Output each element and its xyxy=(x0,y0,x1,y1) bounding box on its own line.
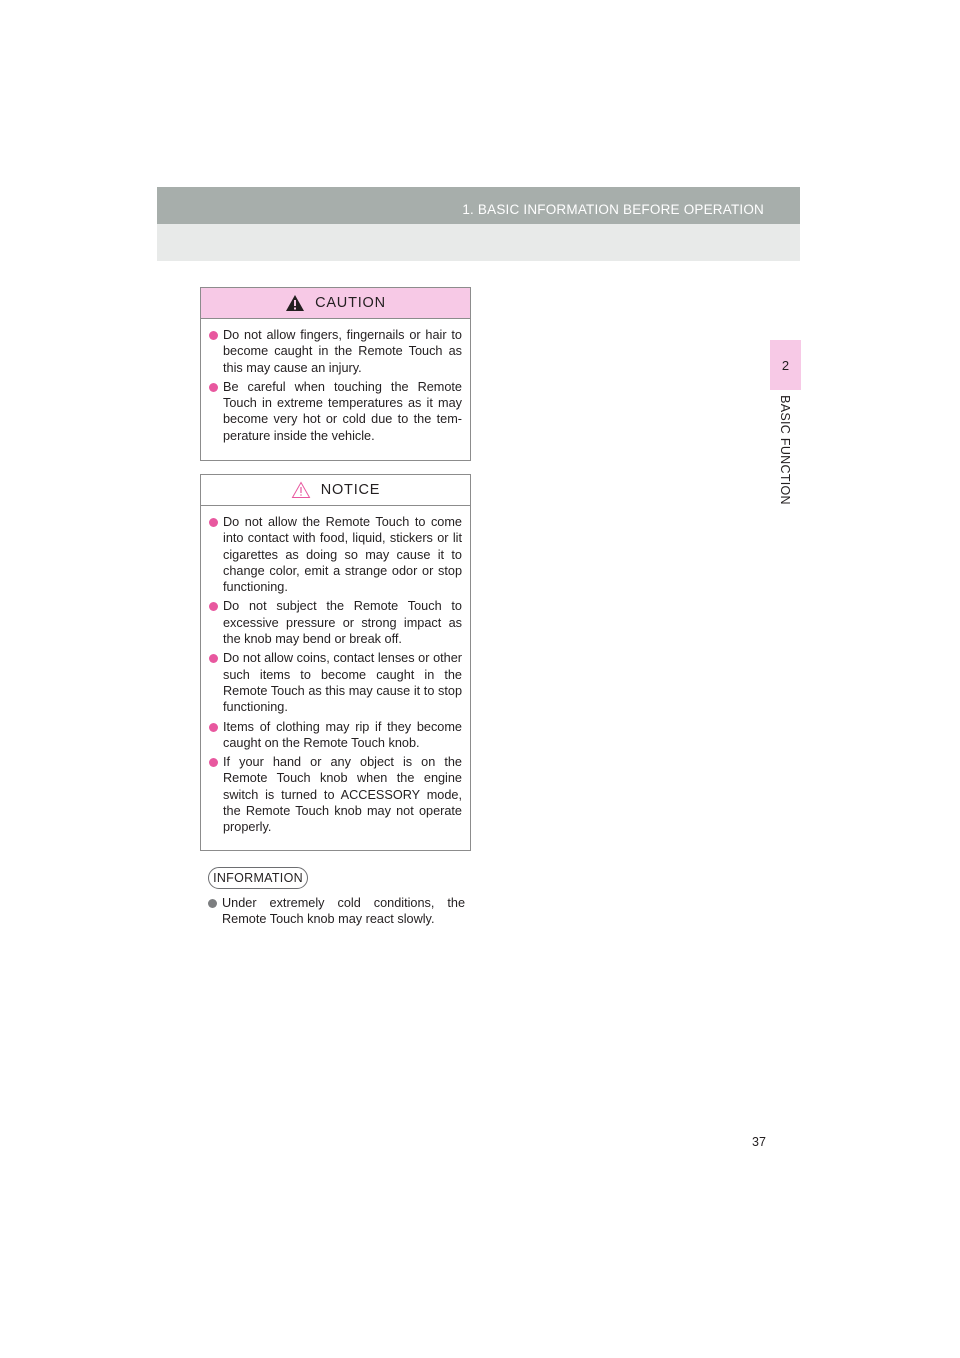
notice-item: Do not allow coins, contact lenses or other such items to become caught in the Remote Touch as this may cause it to stop functioning. xyxy=(209,650,462,715)
information-badge: INFORMATION xyxy=(208,867,308,889)
notice-box xyxy=(200,474,471,851)
bullet-icon xyxy=(209,758,218,767)
bullet-icon xyxy=(209,383,218,392)
notice-item: Do not allow the Remote Touch to come into contact with food, liquid, stickers or lit cigarettes as doing so may cause it to change color, emit a strange odor or stop functioning. xyxy=(209,514,462,595)
section-title: 1. BASIC INFORMATION BEFORE OPERATION xyxy=(462,202,764,217)
bullet-icon xyxy=(209,518,218,527)
bullet-icon xyxy=(209,331,218,340)
information-list xyxy=(208,895,465,931)
notice-header xyxy=(201,475,470,506)
warning-outline-icon xyxy=(291,481,311,499)
caution-box xyxy=(200,287,471,461)
warning-filled-icon xyxy=(285,294,305,312)
notice-item: If your hand or any object is on the Remote Touch knob when the engine switch is turned to ACCESSORY mode, the Remote Touch knob may not operate properly. xyxy=(209,754,462,835)
bullet-icon xyxy=(208,899,217,908)
header-band xyxy=(157,187,800,224)
caution-header xyxy=(201,288,470,319)
bullet-icon xyxy=(209,602,218,611)
chapter-tab-label: BASIC FUNCTION xyxy=(778,395,792,505)
header-subband xyxy=(157,224,800,261)
notice-title: NOTICE xyxy=(320,482,381,498)
caution-item: Do not allow fingers, fingernails or hair to become caught in the Remote Touch as this may cause an injury. xyxy=(209,327,462,376)
page-number: 37 xyxy=(752,1135,766,1149)
bullet-icon xyxy=(209,723,218,732)
chapter-tab[interactable]: 2 xyxy=(770,340,801,390)
information-item: Under extremely cold conditions, the Remote Touch knob may react slowly. xyxy=(208,895,465,928)
notice-item: Items of clothing may rip if they become caught on the Remote Touch knob. xyxy=(209,719,462,752)
notice-item: Do not subject the Remote Touch to excessive pressure or strong impact as the knob may bend or break off. xyxy=(209,598,462,647)
caution-title: CAUTION xyxy=(315,295,386,311)
bullet-icon xyxy=(209,654,218,663)
caution-item: Be careful when touching the Remote Touch in extreme temperatures as it may become very hot or cold due to the tem-perature inside the vehicle. xyxy=(209,379,462,444)
